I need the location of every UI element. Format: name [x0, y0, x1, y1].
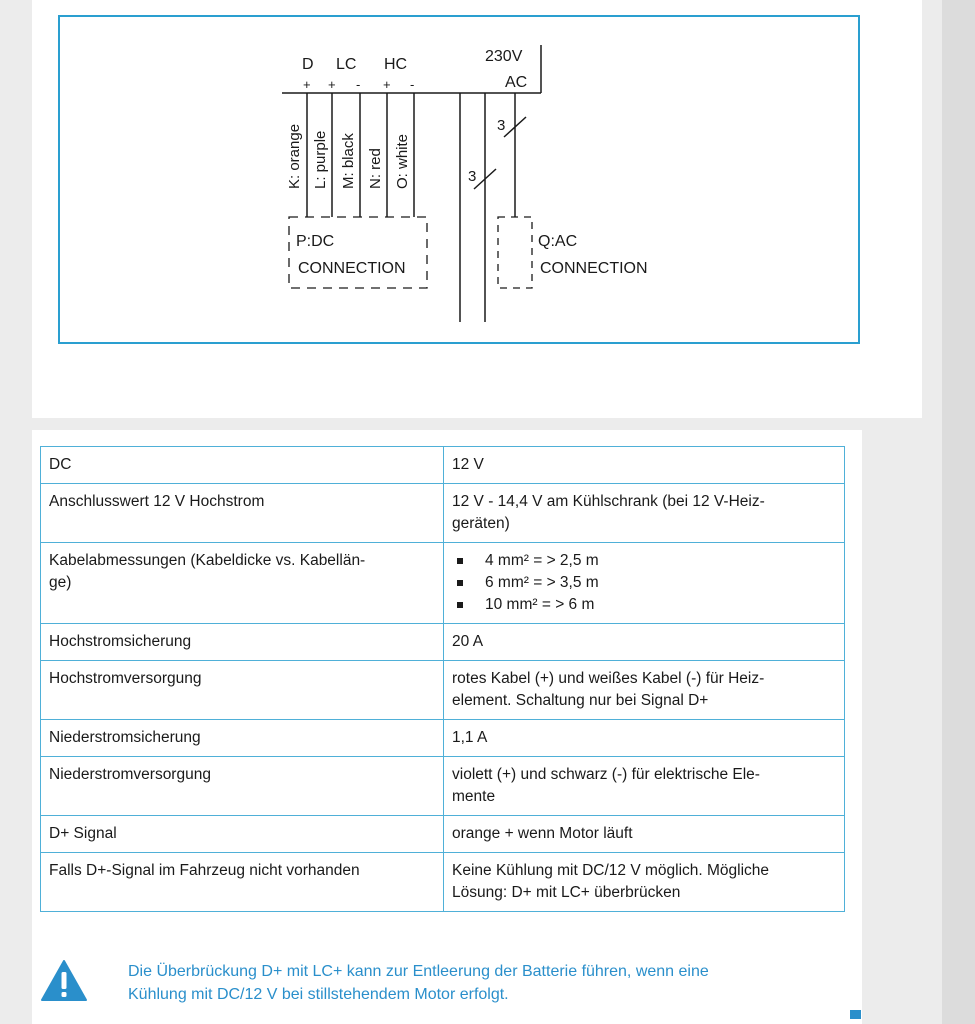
wire-label-orange: K: orange: [286, 123, 303, 189]
ac-label: AC: [505, 74, 528, 91]
wiring-diagram-svg: [60, 17, 862, 346]
page-corner-mark: [850, 1010, 861, 1019]
terminal-lc-plus: +: [328, 77, 336, 92]
row-label: Falls D+-Signal im Fahrzeug nicht vorhanden: [41, 853, 444, 912]
terminal-hc-plus: +: [383, 77, 391, 92]
scrollbar-track[interactable]: [942, 0, 975, 1024]
row-value-list: [444, 543, 845, 624]
table-row: [41, 757, 845, 816]
row-value: 12 V: [444, 447, 845, 484]
warning-text: Die Überbrückung D+ mit LC+ kann zur Entleerung der Batterie führen, wenn eine Kühlung mit DC/12 V bei stillstehendem Motor erfolgt.: [128, 963, 709, 1003]
terminal-hc-minus: -: [410, 77, 415, 92]
terminal-d-label: D: [302, 56, 314, 73]
cable-wire-count: 3: [468, 168, 477, 185]
row-value: 1,1 A: [444, 720, 845, 757]
table-row: [41, 853, 845, 912]
spec-table: [40, 446, 845, 912]
dc-connection-box: [289, 217, 427, 288]
table-row: [41, 661, 845, 720]
bullet-item: 6 mm² = > 3,5 m: [452, 572, 836, 594]
table-row: [41, 720, 845, 757]
row-label: Niederstromsicherung: [41, 720, 444, 757]
row-label: D+ Signal: [41, 816, 444, 853]
table-row: [41, 543, 845, 624]
bullet-item: 4 mm² = > 2,5 m: [452, 550, 836, 572]
terminal-lc-label: LC: [336, 56, 357, 73]
row-label: Anschlusswert 12 V Hochstrom: [41, 484, 444, 543]
wire-label-red: N: red: [367, 148, 384, 189]
wire-label-white: O: white: [394, 133, 411, 189]
ac-connection-label: CONNECTION: [540, 260, 648, 277]
warning-triangle-icon: [40, 959, 88, 1007]
row-label: Hochstromsicherung: [41, 624, 444, 661]
row-value: orange + wenn Motor läuft: [444, 816, 845, 853]
row-label: Kabelabmessungen (Kabeldicke vs. Kabellän- ge): [41, 543, 444, 624]
terminal-d-plus: +: [303, 77, 311, 92]
wire-label-purple: L: purple: [312, 130, 329, 189]
wiring-diagram: [58, 15, 860, 344]
table-row: [41, 816, 845, 853]
row-label: Hochstromversorgung: [41, 661, 444, 720]
row-value: Keine Kühlung mit DC/12 V möglich. Mögliche Lösung: D+ mit LC+ überbrücken: [444, 853, 845, 912]
row-label: Niederstromversorgung: [41, 757, 444, 816]
row-value: violett (+) und schwarz (-) für elektrische Ele- mente: [444, 757, 845, 816]
terminal-hc-label: HC: [384, 56, 408, 73]
ac-wire-count: 3: [497, 117, 506, 134]
table-row: [41, 447, 845, 484]
row-label: DC: [41, 447, 444, 484]
ac-voltage-label: 230V: [485, 48, 523, 65]
wire-label-black: M: black: [340, 133, 357, 189]
table-row: [41, 484, 845, 543]
ac-connection-box: [498, 217, 532, 288]
terminal-lc-minus: -: [356, 77, 361, 92]
bullet-item: 10 mm² = > 6 m: [452, 594, 836, 616]
row-value: rotes Kabel (+) und weißes Kabel (-) für Heiz- element. Schaltung nur bei Signal D+: [444, 661, 845, 720]
dc-connection-title: P:DC: [296, 233, 335, 250]
table-row: [41, 624, 845, 661]
row-value: 20 A: [444, 624, 845, 661]
ac-connection-title: Q:AC: [538, 233, 578, 250]
row-value: 12 V - 14,4 V am Kühlschrank (bei 12 V-Heiz- geräten): [444, 484, 845, 543]
dc-connection-label: CONNECTION: [298, 260, 406, 277]
